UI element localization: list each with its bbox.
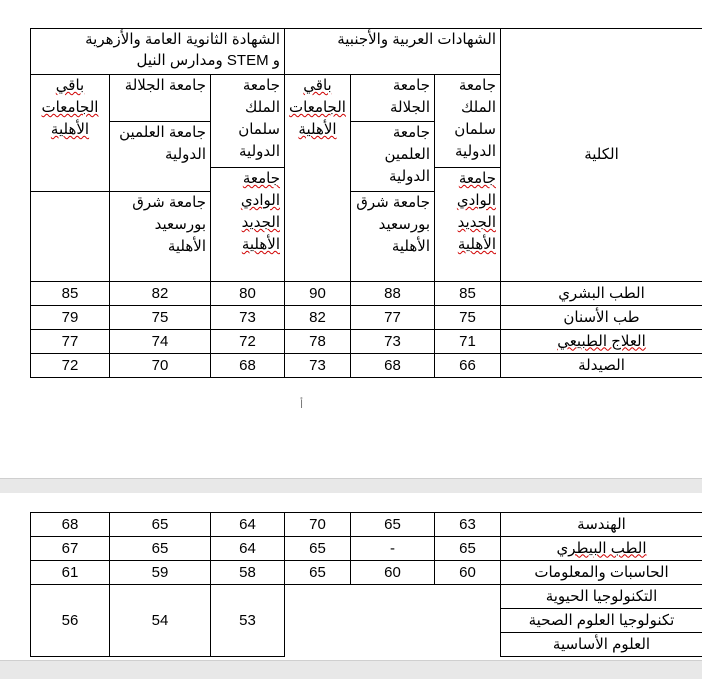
cell-college: الحاسبات والمعلومات <box>501 561 702 585</box>
cell-sec3: 61 <box>31 561 110 585</box>
cell-college <box>501 537 702 561</box>
cell-college: العلوم الأساسية <box>501 633 702 657</box>
admission-scores-table-top <box>30 28 702 378</box>
cell-sec3: 67 <box>31 537 110 561</box>
table-row <box>31 585 702 609</box>
table-row <box>31 330 702 354</box>
group-header-arab-foreign: الشهادات العربية والأجنبية <box>285 29 501 75</box>
cell-sec3: 79 <box>31 306 110 330</box>
cell-arab2: 88 <box>351 282 435 306</box>
cell-sec3-merged: 56 <box>31 585 110 657</box>
cell-college: التكنولوجيا الحيوية <box>501 585 702 609</box>
cell-sec1: 73 <box>211 306 285 330</box>
cell-arab2: 60 <box>351 561 435 585</box>
table-row <box>31 537 702 561</box>
cell-sec3: 72 <box>31 354 110 378</box>
cell-arab3: 73 <box>285 354 351 378</box>
cell-arab3: 65 <box>285 561 351 585</box>
table-row <box>31 513 702 537</box>
cell-sec3: 77 <box>31 330 110 354</box>
cell-arab2: 77 <box>351 306 435 330</box>
cell-arab2: 65 <box>351 513 435 537</box>
sec-col3-header-text: باقي الجامعات الأهلية <box>42 77 99 138</box>
group-header-secondary-line1: الشهادة الثانوية العامة والأزهرية <box>35 29 280 50</box>
cell-arab1: 85 <box>435 282 501 306</box>
arab-col2-header-c: جامعة شرق بورسعيد الأهلية <box>351 192 435 282</box>
cell-arab-merged-empty <box>285 585 501 657</box>
cell-sec2: 59 <box>110 561 211 585</box>
cell-arab1: 66 <box>435 354 501 378</box>
cell-sec2: 65 <box>110 537 211 561</box>
sec-col3-spacer <box>31 192 110 282</box>
cell-sec1: 68 <box>211 354 285 378</box>
cell-college: الصيدلة <box>501 354 702 378</box>
page-separator-bottom <box>0 660 702 679</box>
cell-sec1: 72 <box>211 330 285 354</box>
page-marker: أ <box>300 398 303 411</box>
sec-col2-header-a: جامعة الجلالة <box>110 75 211 122</box>
cell-arab3: 65 <box>285 537 351 561</box>
cell-arab2: 73 <box>351 330 435 354</box>
college-column-header: الكلية <box>501 29 702 282</box>
cell-sec2-merged: 54 <box>110 585 211 657</box>
cell-arab1: 75 <box>435 306 501 330</box>
sec-col2-header-c: جامعة شرق بورسعيد الأهلية <box>110 192 211 282</box>
cell-sec1: 58 <box>211 561 285 585</box>
table-row <box>31 306 702 330</box>
cell-arab2: - <box>351 537 435 561</box>
cell-arab3: 78 <box>285 330 351 354</box>
admission-scores-table-bottom <box>30 512 702 657</box>
cell-arab1: 71 <box>435 330 501 354</box>
sec-col3-header <box>31 75 110 192</box>
page-separator <box>0 478 702 494</box>
cell-arab3: 90 <box>285 282 351 306</box>
cell-college-text: العلاج الطبيعي <box>557 333 646 350</box>
cell-arab1: 63 <box>435 513 501 537</box>
cell-college <box>501 330 702 354</box>
cell-sec3: 68 <box>31 513 110 537</box>
cell-arab2: 68 <box>351 354 435 378</box>
cell-sec2: 75 <box>110 306 211 330</box>
table-row <box>31 282 702 306</box>
cell-arab3: 82 <box>285 306 351 330</box>
arab-col3-header <box>285 75 351 282</box>
arab-col1-header-a: جامعة الملك سلمان الدولية <box>435 75 501 168</box>
cell-sec2: 74 <box>110 330 211 354</box>
cell-arab1: 65 <box>435 537 501 561</box>
cell-sec1-merged: 53 <box>211 585 285 657</box>
cell-sec2: 82 <box>110 282 211 306</box>
sec-col1-header-b <box>211 168 285 282</box>
cell-college: الطب البشري <box>501 282 702 306</box>
group-header-secondary <box>31 29 285 75</box>
group-header-secondary-line2: و STEM ومدارس النيل <box>35 50 280 71</box>
table-row <box>31 561 702 585</box>
table-row <box>31 354 702 378</box>
cell-sec2: 65 <box>110 513 211 537</box>
arab-col1-header-b-text: جامعة الوادي الجديد الأهلية <box>457 170 496 253</box>
cell-sec3: 85 <box>31 282 110 306</box>
cell-sec1: 64 <box>211 537 285 561</box>
cell-college: الهندسة <box>501 513 702 537</box>
cell-arab1: 60 <box>435 561 501 585</box>
arab-col2-header-a: جامعة الجلالة <box>351 75 435 122</box>
cell-college: تكنولوجيا العلوم الصحية <box>501 609 702 633</box>
arab-col1-header-b <box>435 168 501 282</box>
cell-arab3: 70 <box>285 513 351 537</box>
sec-col1-header-a: جامعة الملك سلمان الدولية <box>211 75 285 168</box>
sec-col1-header-b-text: جامعة الوادي الجديد الأهلية <box>241 170 280 253</box>
cell-sec1: 80 <box>211 282 285 306</box>
cell-college-text: الطب البيطري <box>556 540 646 557</box>
arab-col3-header-text: باقي الجامعات الأهلية <box>289 77 346 138</box>
arab-col2-header-b: جامعة العلمين الدولية <box>351 122 435 192</box>
sec-col2-header-b: جامعة العلمين الدولية <box>110 122 211 192</box>
cell-sec1: 64 <box>211 513 285 537</box>
cell-college: طب الأسنان <box>501 306 702 330</box>
cell-sec2: 70 <box>110 354 211 378</box>
